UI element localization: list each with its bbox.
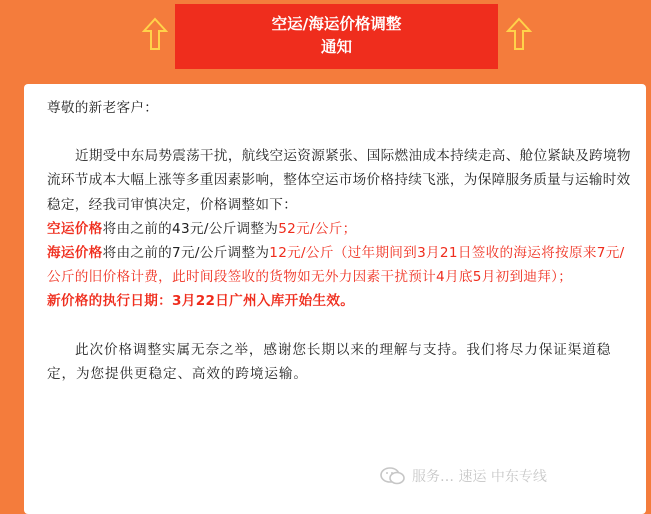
sea-price-text: 将由之前的7元/公斤调整为 — [102, 245, 270, 262]
wechat-icon — [380, 466, 406, 486]
sea-price-line — [47, 241, 632, 289]
air-price-line — [47, 217, 632, 241]
sea-new-price: 12元/公斤 — [269, 245, 334, 262]
watermark — [380, 464, 547, 488]
intro-paragraph: 近期受中东局势震荡干扰，航线空运资源紧张、国际燃油成本持续走高、舱位紧缺及跨境物流环节成本大幅上涨等多重因素影响，整体空运市场价格持续飞涨，为保障服务质量与运输时效稳定，经我司审慎决定，价格调整如下： — [47, 148, 631, 213]
watermark-text: 服务… 速运 中东专线 — [412, 469, 547, 485]
notice-title: 空运/海运价格调整 — [271, 15, 402, 33]
effective-date: 新价格的执行日期：3月22日广州入库开始生效。 — [47, 293, 355, 310]
air-new-price: 52元/公斤； — [278, 220, 357, 237]
notice-subtitle: 通知 — [320, 38, 352, 56]
up-arrow-icon — [142, 17, 168, 51]
sea-price-note: （过年期间到3月21日签收的海运将按原来7元/公斤的旧价格计费，此时间段签收的货物如无外力因素干扰预计4月底5月初到迪拜）； — [47, 245, 625, 286]
air-price-label: 空运价格 — [47, 220, 103, 237]
closing-paragraph: 此次价格调整实属无奈之举，感谢您长期以来的理解与支持。我们将尽力保证渠道稳定，为您提供更稳定、高效的跨境运输。 — [47, 341, 612, 382]
air-price-text: 将由之前的43元/公斤调整为 — [102, 220, 279, 237]
notice-title-banner — [175, 4, 498, 69]
up-arrow-icon — [506, 17, 532, 51]
greeting: 尊敬的新老客户： — [47, 100, 159, 116]
letter-body — [47, 96, 632, 386]
sea-price-label: 海运价格 — [47, 245, 103, 262]
